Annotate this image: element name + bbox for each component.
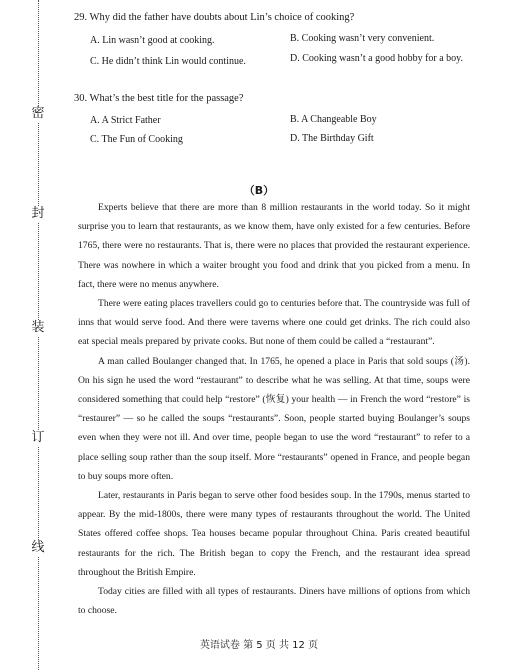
passage-paragraph: Experts believe that there are more than 8 million restaurants in the world today. So it might surprise you to learn that restaurants, as we know them, have only existed for a few centuries. Before 1765, there were no restaurants. That is, there were no places that provided the restaurant experience. There was nowhere in which a waiter brought you food and drink that you picked from a menu. In fact, there were no menus anywhere. bbox=[78, 202, 470, 290]
question-29-option-b[interactable]: B. Cooking wasn’t very convenient. bbox=[290, 33, 435, 44]
question-30-option-c[interactable]: C. The Fun of Cooking bbox=[90, 134, 183, 145]
binding-mark-mi: 密 bbox=[28, 106, 48, 122]
binding-mark-ding: 订 bbox=[28, 430, 48, 446]
passage-paragraph: A man called Boulanger changed that. In 1765, he opened a place in Paris that sold soups (汤). On his sign he used the word “restaurant” to describe what he was selling. At that time, soups were considered something that could help “restore” (恢复) your health — in French the word “restore” is “restaurer” — so he called the soups “restaurants”. Soon, people started buying Boulanger’s soups even when they were not ill. And over time, people began to use the word “restaurant” to refer to a place selling soup rather than the soup itself. More “restaurants” opened in France, and people began to buy soups more often. bbox=[78, 355, 470, 482]
question-30-option-b[interactable]: B. A Changeable Boy bbox=[290, 114, 377, 125]
passage-paragraph: Later, restaurants in Paris began to serve other food besides soup. In the 1790s, menus started to appear. By the mid-1800s, there were many types of restaurants throughout the world. The United States offered coffee shops. Tea houses became popular throughout China. Paris created beautiful restaurants for the rich. The British began to copy the French, and the restaurant idea spread throughout the British Empire. bbox=[78, 490, 470, 578]
question-29-option-d[interactable]: D. Cooking wasn’t a good hobby for a boy. bbox=[290, 53, 464, 64]
question-30-stem: 30. What’s the best title for the passage? bbox=[74, 93, 244, 104]
question-30-option-a[interactable]: A. A Strict Father bbox=[90, 115, 161, 126]
question-30-option-d[interactable]: D. The Birthday Gift bbox=[290, 133, 374, 144]
passage-paragraph: There were eating places travellers could go to centuries before that. The countryside was full of inns that would serve food. And there were taverns where one could get drinks. The rich could also eat special meals prepared by private cooks. But none of them could be called a “restaurant”. bbox=[78, 298, 470, 348]
binding-mark-zhuang: 装 bbox=[28, 320, 48, 336]
binding-mark-feng: 封 bbox=[28, 206, 48, 222]
question-29-stem: 29. Why did the father have doubts about Lin’s choice of cooking? bbox=[74, 12, 355, 23]
question-29-option-a[interactable]: A. Lin wasn’t good at cooking. bbox=[90, 35, 215, 46]
passage-paragraph: Today cities are filled with all types of restaurants. Diners have millions of options from which to choose. bbox=[78, 586, 470, 617]
question-29-option-c[interactable]: C. He didn’t think Lin would continue. bbox=[90, 56, 246, 67]
section-title: （B） bbox=[243, 184, 275, 197]
reading-passage bbox=[78, 198, 470, 620]
binding-mark-xian: 线 bbox=[28, 540, 48, 556]
page-footer: 英语试卷 第 5 页 共 12 页 bbox=[199, 640, 319, 651]
